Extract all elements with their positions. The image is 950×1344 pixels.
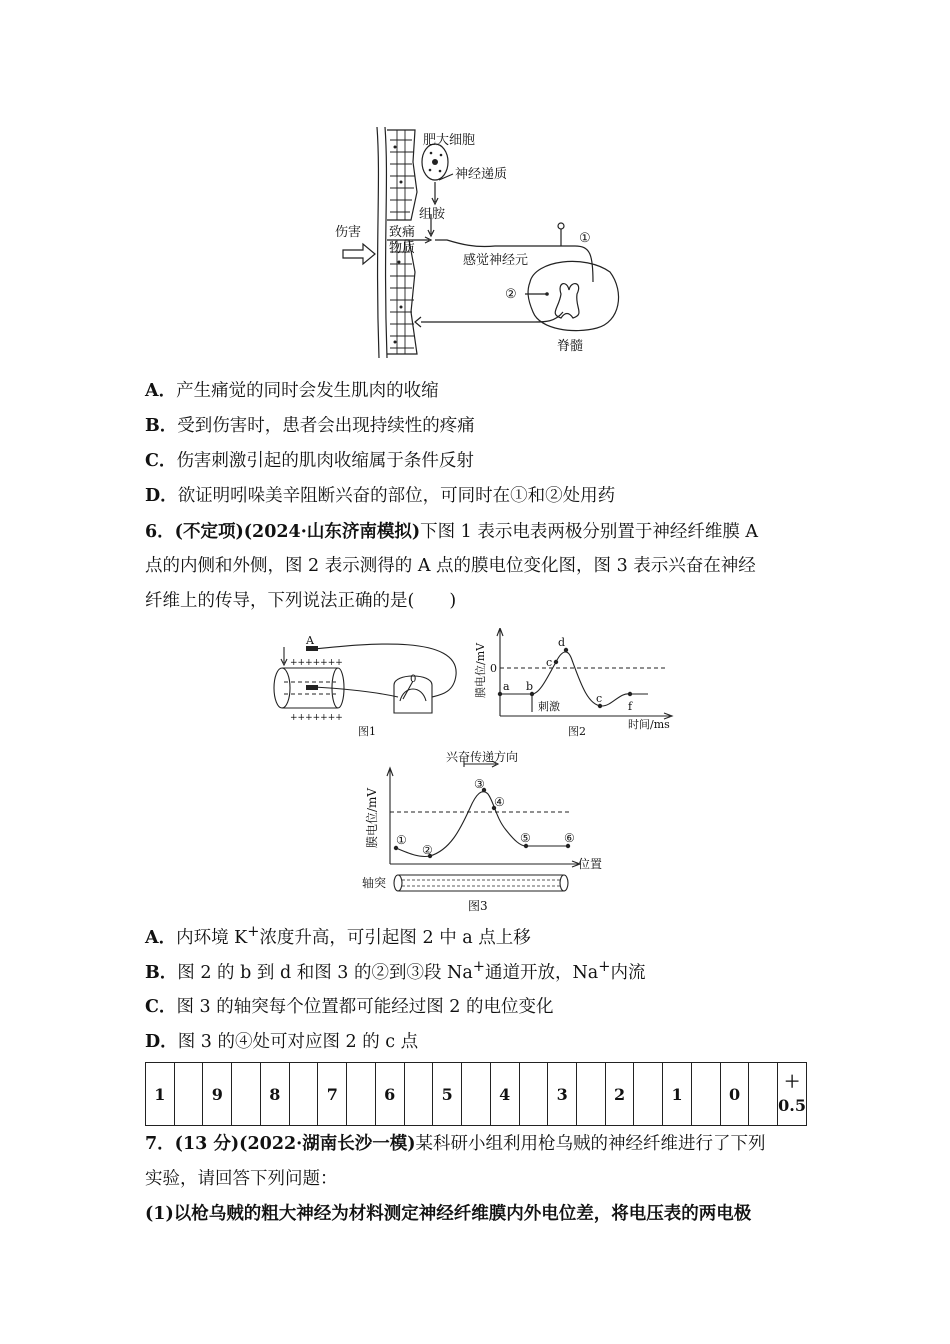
- label-histamine: 组胺: [419, 207, 446, 222]
- score-cell-plus-half: [778, 1063, 807, 1126]
- label-spinal-cord: 脊髓: [557, 339, 584, 354]
- fig3-ylabel: 膜电位/mV: [365, 787, 379, 848]
- label-pain-substance-2: 物质: [389, 241, 416, 256]
- score-cell: 4: [490, 1063, 519, 1126]
- fig2-label-b: b: [526, 680, 534, 693]
- q6-option-a: A．内环境 K+浓度升高，可引起图 2 中 a 点上移: [145, 923, 531, 948]
- pain-pathway-figure: [335, 122, 625, 360]
- fig3-direction: 兴奋传递方向: [446, 750, 519, 764]
- fig2-label-f: f: [628, 700, 633, 713]
- score-cell-blank: [404, 1063, 433, 1126]
- fig2-zero: 0: [490, 662, 497, 675]
- fig2-label-c-fall: c: [596, 692, 603, 705]
- fig1-zero: 0: [410, 674, 417, 685]
- score-cell-blank: [462, 1063, 491, 1126]
- score-cell: 0: [720, 1063, 749, 1126]
- figure-2-membrane-potential-time: [470, 628, 680, 743]
- score-cell: 2: [605, 1063, 634, 1126]
- fig3-caption: 图3: [468, 899, 488, 913]
- score-cell: 9: [203, 1063, 232, 1126]
- fig1-plus-bottom: +++++++: [290, 713, 343, 723]
- label-pain-substance-1: 致痛: [389, 225, 416, 240]
- fig2-label-d: d: [558, 636, 566, 649]
- label-sensory-neuron: 感觉神经元: [463, 253, 529, 268]
- q5-option-c: C．伤害刺激引起的肌肉收缩属于条件反射: [145, 451, 474, 471]
- fig2-ylabel: 膜电位/mV: [474, 642, 487, 698]
- score-cell: 7: [318, 1063, 347, 1126]
- score-cell: 3: [548, 1063, 577, 1126]
- q7-stem-line-1: 7．(13 分)(2022·湖南长沙一模)某科研小组利用枪乌贼的神经纤维进行了下列: [145, 1134, 766, 1154]
- q6-option-c: C．图 3 的轴突每个位置都可能经过图 2 的电位变化: [145, 997, 554, 1017]
- figure-3-conduction-along-axon: [360, 750, 620, 915]
- fig3-xlabel: 位置: [578, 857, 603, 871]
- fig3-mark-1: ①: [396, 833, 407, 847]
- score-cell: 8: [260, 1063, 289, 1126]
- figure-1-nerve-fiber-electrode: [270, 635, 470, 745]
- score-cell: 1: [663, 1063, 692, 1126]
- score-cell-blank: [174, 1063, 203, 1126]
- score-cell-blank: [289, 1063, 318, 1126]
- q7-stem-line-2: 实验，请回答下列问题：: [145, 1169, 338, 1189]
- q5-option-b: B．受到伤害时，患者会出现持续性的疼痛: [145, 416, 475, 436]
- fig3-mark-6: ⑥: [564, 831, 575, 845]
- fig2-label-c-rise: c: [546, 656, 553, 669]
- label-injury: 伤害: [335, 225, 362, 240]
- score-cell-blank: [519, 1063, 548, 1126]
- score-cell-blank: [347, 1063, 376, 1126]
- fig3-mark-3: ③: [474, 777, 485, 791]
- label-mark-2: ②: [505, 287, 517, 302]
- fig2-xlabel: 时间/ms: [628, 718, 670, 731]
- score-table: [145, 1062, 807, 1126]
- score-table-row: [146, 1063, 807, 1126]
- half-point: 0.5: [778, 1096, 806, 1115]
- score-cell: 6: [375, 1063, 404, 1126]
- fig1-caption: 图1: [358, 725, 376, 738]
- q6-option-d: D．图 3 的④处可对应图 2 的 c 点: [145, 1032, 419, 1052]
- score-cell: 5: [433, 1063, 462, 1126]
- label-mark-1: ①: [579, 231, 591, 246]
- plus-sign: ＋: [784, 1072, 801, 1091]
- fig3-axon-label: 轴突: [362, 876, 387, 890]
- fig1-plus-top: +++++++: [290, 658, 343, 668]
- fig3-mark-5: ⑤: [520, 831, 531, 845]
- fig2-caption: 图2: [568, 725, 586, 738]
- q6-option-b: B．图 2 的 b 到 d 和图 3 的②到③段 Na+通道开放，Na+内流: [145, 958, 646, 983]
- score-cell: 1: [146, 1063, 175, 1126]
- score-cell-blank: [691, 1063, 720, 1126]
- q7-part-1: (1)以枪乌贼的粗大神经为材料测定神经纤维膜内外电位差，将电压表的两电极: [145, 1204, 752, 1224]
- fig3-mark-2: ②: [422, 843, 433, 857]
- q6-stem-line-2: 点的内侧和外侧，图 2 表示测得的 A 点的膜电位变化图，图 3 表示兴奋在神经: [145, 556, 756, 576]
- fig1-label-a: A: [306, 635, 314, 647]
- fig3-mark-4: ④: [494, 795, 505, 809]
- q5-option-d: D．欲证明吲哚美辛阻断兴奋的部位，可同时在①和②处用药: [145, 486, 616, 506]
- label-neurotransmitter: 神经递质: [455, 167, 508, 182]
- label-mast-cell: 肥大细胞: [423, 133, 476, 148]
- score-cell-blank: [577, 1063, 606, 1126]
- fig2-stimulus: 刺激: [538, 700, 560, 713]
- q6-stem-line-3: 纤维上的传导，下列说法正确的是( ): [145, 591, 457, 611]
- score-cell-blank: [749, 1063, 778, 1126]
- q6-stem-line-1: 6．(不定项)(2024·山东济南模拟)下图 1 表示电表两极分别置于神经纤维膜 A: [145, 522, 759, 542]
- score-cell-blank: [634, 1063, 663, 1126]
- score-cell-blank: [232, 1063, 261, 1126]
- fig2-label-a: a: [503, 680, 510, 693]
- q5-option-a: A．产生痛觉的同时会发生肌肉的收缩: [145, 381, 439, 401]
